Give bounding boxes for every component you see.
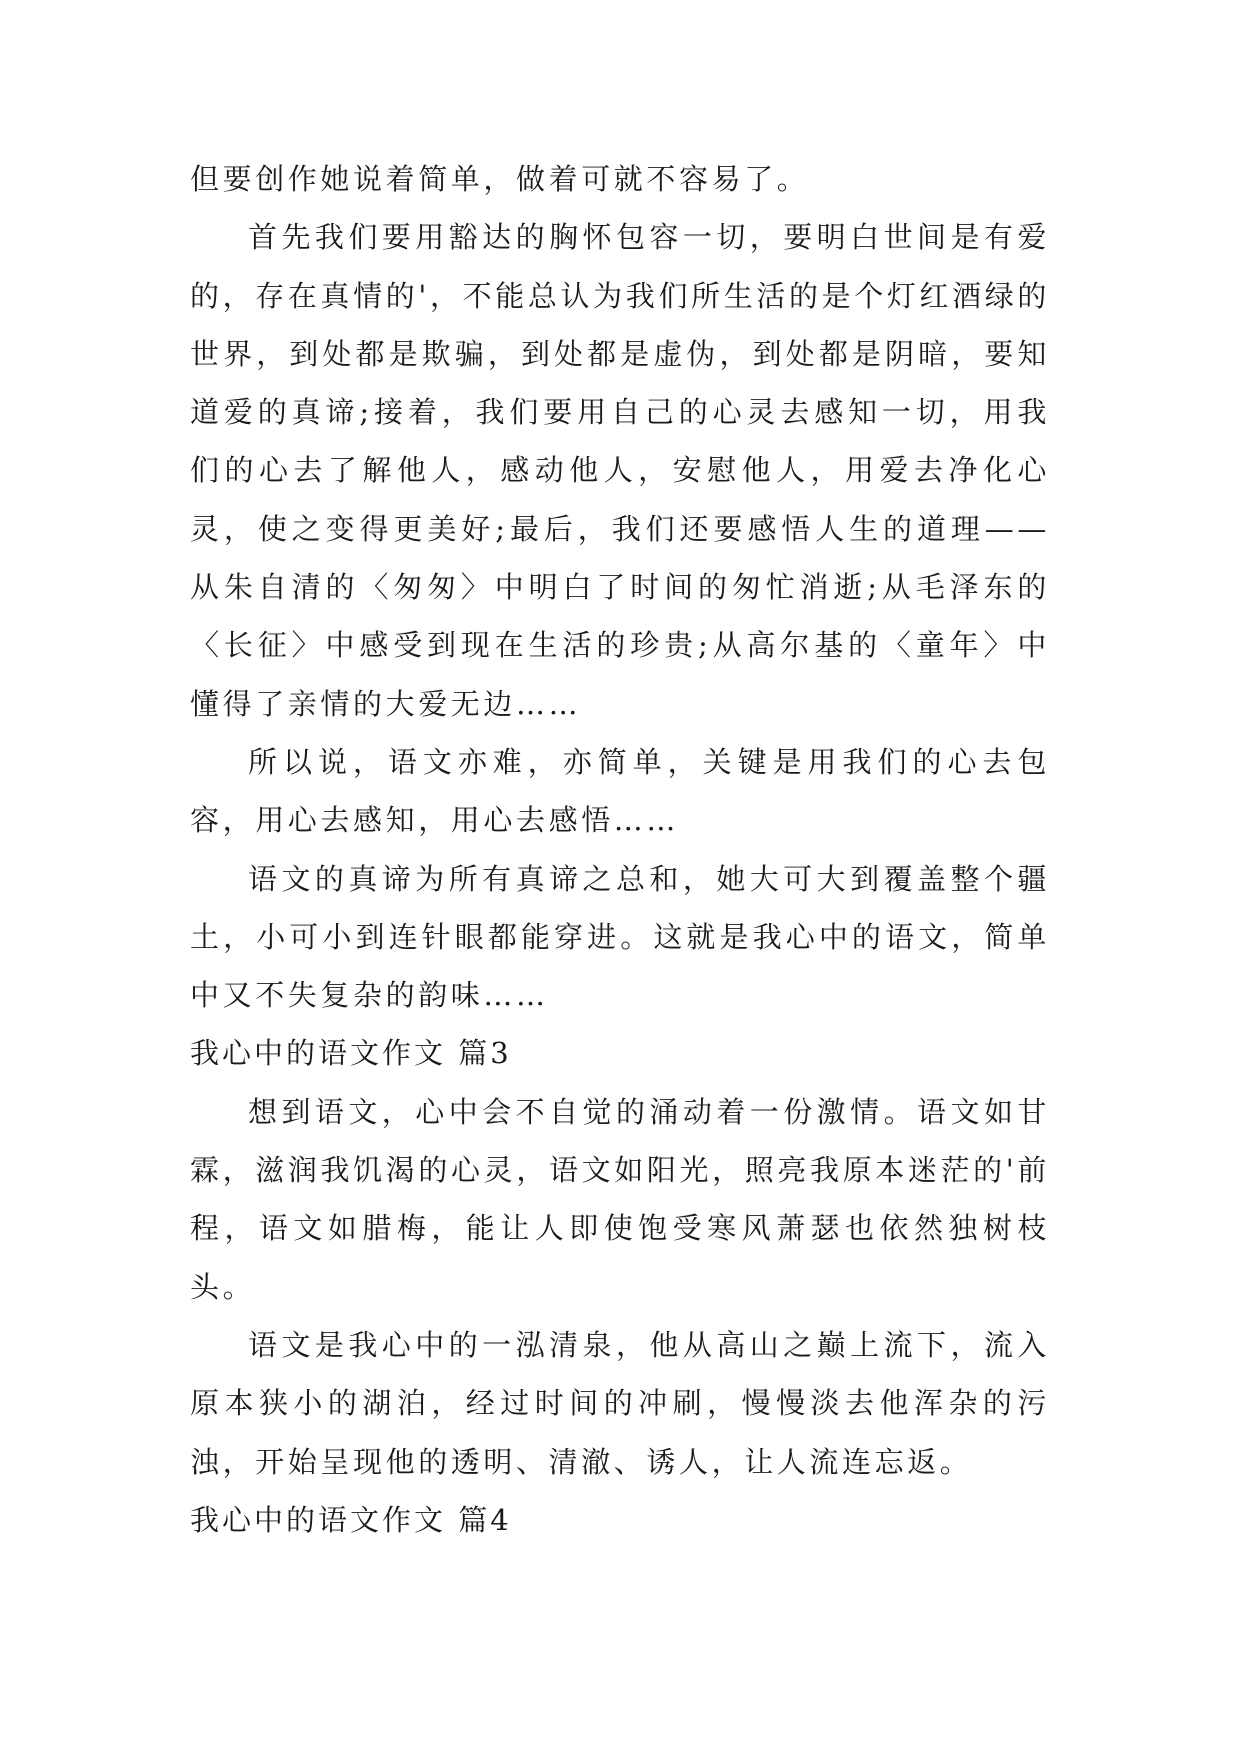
- paragraph-intro: 但要创作她说着简单，做着可就不容易了。: [190, 162, 810, 196]
- document-page: [190, 150, 1050, 1549]
- section-heading-3: 我心中的语文作文 篇3: [190, 1036, 512, 1071]
- paragraph-passion: 想到语文，心中会不自觉的涌动着一份激情。语文如甘霖，滋润我饥渴的心灵，语文如阳光，照亮我原本迷茫的'前程，语文如腊梅，能让人即使饱受寒风萧瑟也依然独树枝头。: [190, 1094, 1050, 1304]
- paragraph-summary: 所以说，语文亦难，亦简单，关键是用我们的心去包容，用心去感知，用心去感悟……: [190, 744, 1050, 838]
- paragraph-spring: 语文是我心中的一泓清泉，他从高山之巅上流下，流入原本狭小的湖泊，经过时间的冲刷，慢慢淡去他浑杂的污浊，开始呈现他的透明、清澈、诱人，让人流连忘返。: [190, 1327, 1050, 1479]
- section-heading-4: 我心中的语文作文 篇4: [190, 1502, 512, 1537]
- paragraph-methods: 首先我们要用豁达的胸怀包容一切，要明白世间是有爱的，存在真情的'，不能总认为我们所生活的是个灯红酒绿的世界，到处都是欺骗，到处都是虚伪，到处都是阴暗，要知道爱的真谛;接着，我们要用自己的心灵去感知一切，用我们的心去了解他人，感动他人，安慰他人，用爱去净化心灵，使之变得更美好;最后，我们还要感悟人生的道理——从朱自清的〈匆匆〉中明白了时间的匆忙消逝;从毛泽东的〈长征〉中感受到现在生活的珍贵;从高尔基的〈童年〉中懂得了亲情的大爱无边……: [190, 220, 1050, 721]
- paragraph-essence: 语文的真谛为所有真谛之总和，她大可大到覆盖整个疆土，小可小到连针眼都能穿进。这就是我心中的语文，简单中又不失复杂的韵味……: [190, 861, 1050, 1013]
